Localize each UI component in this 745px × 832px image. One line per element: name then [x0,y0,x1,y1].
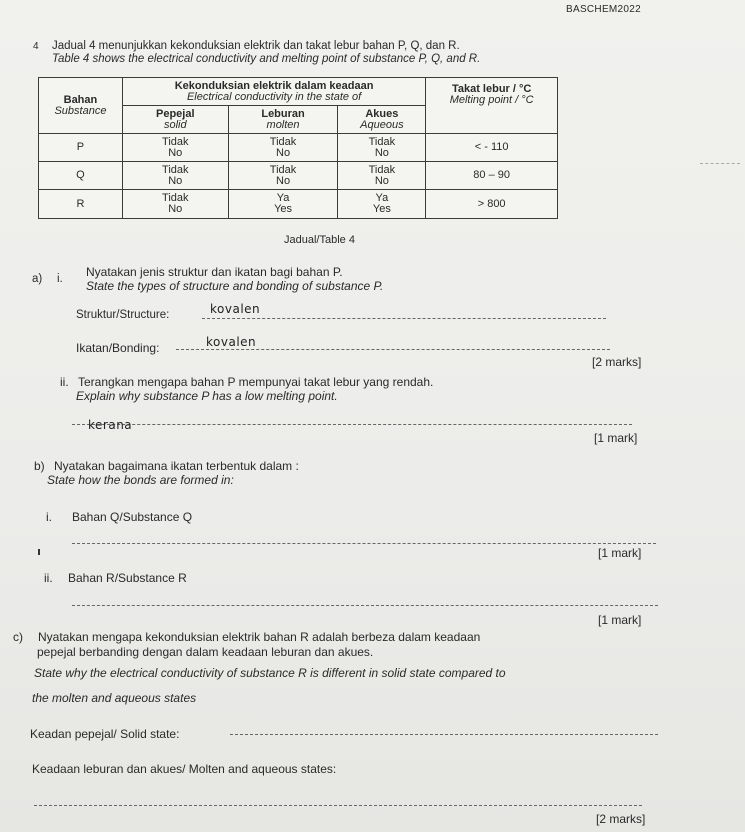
cell-aqueous [338,162,426,190]
part-b-ii-marks: [1 mark] [598,613,642,627]
structure-label: Struktur/Structure: [76,309,170,321]
part-a-i-malay: Nyatakan jenis struktur dan ikatan bagi bahan P. [86,265,343,279]
header-substance [39,78,123,134]
cell-molten [228,162,338,190]
cell-substance: Q [39,162,123,190]
header-mp-en: Melting point / °C [449,94,534,106]
part-a-i-english: State the types of structure and bonding of substance P. [86,279,384,293]
bonding-label: Ikatan/Bonding: [76,341,160,355]
header-aqueous [338,106,426,134]
question-intro-malay: Jadual 4 menunjukkan kekonduksian elektrik dan takat lebur bahan P, Q, dan R. [52,40,460,52]
header-solid-en: solid [163,118,187,131]
cell-ms: Tidak [368,163,396,176]
header-conductivity [122,78,425,106]
bonding-answer: kovalen [206,335,257,349]
cell-aqueous [338,190,426,219]
cell-en: Yes [274,203,293,215]
molten-aqueous-label: Keadaan leburan dan akues/ Molten and aqueous states: [32,762,337,776]
paper-code: BASCHEM2022 [566,4,641,15]
part-b-ii-answer-line[interactable] [72,605,658,606]
table-row [39,162,558,190]
structure-answer: kovalen [210,302,261,316]
header-solid-ms: Pepejal [156,107,195,120]
cell-en: No [374,174,389,187]
cell-en: No [168,146,183,159]
part-b-i-text: Bahan Q/Substance Q [72,510,193,524]
part-c-english-1: State why the electrical conductivity of substance R is different in solid state compared to [34,666,506,680]
part-a-ii-answer: kerana [88,418,133,432]
table-row [39,190,558,219]
header-aqueous-ms: Akues [365,107,399,120]
part-a-label: a) [32,273,43,285]
header-aqueous-en: Aqueous [360,118,404,131]
part-a-ii-label: ii. [60,375,69,389]
cell-en: No [276,146,291,159]
structure-answer-line[interactable] [202,318,606,319]
solid-state-label: Keadan pepejal/ Solid state: [30,727,180,741]
cell-solid [122,134,228,162]
part-a-i-label: i. [57,273,63,285]
bonding-answer-line[interactable] [176,349,610,350]
cell-ms: Tidak [162,163,189,176]
question-number: 4 [33,41,39,52]
cell-en: No [168,174,183,187]
part-a-ii-marks: [1 mark] [594,431,638,445]
part-c-label: c) [13,630,23,644]
header-substance-ms: Bahan [63,93,98,106]
header-molten-en: molten [266,118,300,131]
cell-ms: Tidak [269,163,297,176]
part-c-malay-2: pepejal berbanding dengan dalam keadaan leburan dan akues. [37,645,374,659]
cell-ms: Tidak [162,135,189,148]
cell-melting-point: > 800 [426,190,558,219]
part-b-i-answer-line[interactable] [72,543,656,544]
part-a-i-marks: [2 marks] [592,355,642,369]
cell-ms: Tidak [269,135,297,148]
part-b-i-label: i. [46,510,52,524]
header-melting-point [426,78,558,134]
cell-melting-point: 80 – 90 [426,162,558,190]
solid-state-answer-line[interactable] [230,734,658,735]
part-b-label: b) [34,459,45,473]
cell-aqueous [338,134,426,162]
cell-en: Yes [372,203,391,215]
part-c-malay-1: Nyatakan mengapa kekonduksian elektrik bahan R adalah berbeza dalam keadaan [38,630,481,644]
header-molten [228,106,338,134]
part-c-marks: [2 marks] [596,812,646,826]
part-a-ii-malay: Terangkan mengapa bahan P mempunyai takat lebur yang rendah. [78,375,434,389]
margin-dash [700,163,740,164]
cell-ms: Ya [276,192,290,204]
part-a-ii-answer-line[interactable] [72,424,632,425]
header-molten-ms: Leburan [261,107,305,120]
cell-ms: Tidak [162,192,189,204]
part-b-ii-label: ii. [44,571,53,585]
cell-substance: P [39,134,123,162]
pen-mark [38,549,40,555]
cell-molten [228,190,338,219]
question-intro-english: Table 4 shows the electrical conductivity and melting point of substance P, Q, and R. [52,53,481,65]
cell-en: No [374,146,389,159]
cell-en: No [276,174,291,187]
part-c-english-2: the molten and aqueous states [32,691,197,705]
data-table [38,77,558,219]
header-mp-ms: Takat lebur / °C [451,83,532,95]
part-b-i-marks: [1 mark] [598,546,642,560]
cell-substance: R [39,190,123,219]
cell-ms: Ya [375,192,389,204]
table-row [39,134,558,162]
part-b-ii-text: Bahan R/Substance R [68,571,187,585]
part-b-malay: Nyatakan bagaimana ikatan terbentuk dalam : [54,459,299,473]
part-b-english: State how the bonds are formed in: [47,473,234,487]
cell-molten [228,134,338,162]
molten-aqueous-answer-line[interactable] [34,805,642,806]
header-solid [122,106,228,134]
header-conductivity-en: Electrical conductivity in the state of [186,90,362,103]
cell-en: No [168,203,183,215]
table-caption: Jadual/Table 4 [284,234,355,246]
cell-solid [122,162,228,190]
cell-solid [122,190,228,219]
cell-ms: Tidak [368,135,396,148]
part-a-ii-english: Explain why substance P has a low melting point. [76,389,338,403]
header-substance-en: Substance [54,104,107,117]
header-conductivity-ms: Kekonduksian elektrik dalam keadaan [174,79,374,92]
cell-melting-point: < - 110 [426,134,558,162]
